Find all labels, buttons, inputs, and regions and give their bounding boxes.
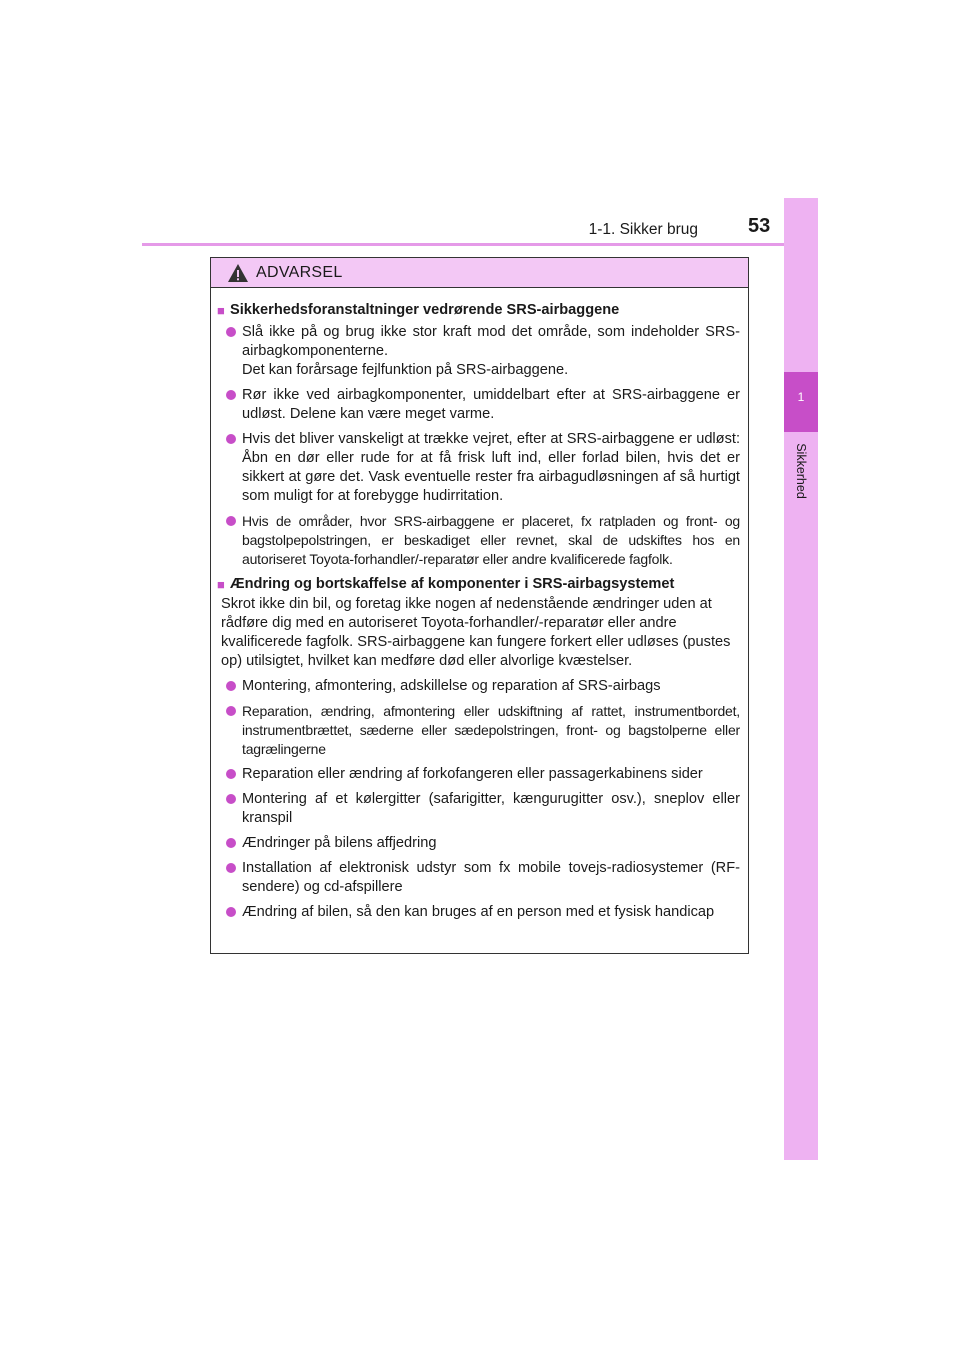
warning-title: ADVARSEL (256, 263, 343, 281)
list-item (226, 765, 740, 784)
warning-box (210, 257, 749, 954)
bullet-dot-icon (226, 434, 236, 444)
list-item-text: Montering, afmontering, adskillelse og reparation af SRS-airbags (242, 678, 661, 694)
chapter-label-text: Sikkerhed (794, 443, 808, 499)
list-item (226, 677, 740, 696)
list-item-text: Installation af elektronisk udstyr som fx mobile tovejs-radiosystemer (RF-sendere) og cd-afspillere (242, 860, 740, 895)
bullet-dot-icon (226, 681, 236, 691)
list-item (226, 834, 740, 853)
section-intro: Skrot ikke din bil, og foretag ikke nogen af nedenstående ændringer uden at rådføre dig med en autoriseret Toyota-forhandler/-reparatør eller andre kvalificerede fagfolk. SRS-airbaggene kan fungere forkert eller udløses (pustes op) utilsigtet, hvilket kan medføre død eller alvorlige kvæstelser. (221, 596, 731, 669)
list-item-text: Reparation eller ændring af forkofangeren eller passagerkabinens sider (242, 766, 703, 782)
list-item (226, 859, 740, 897)
warning-section (217, 301, 740, 569)
section-heading (217, 301, 740, 320)
bullet-dot-icon (226, 769, 236, 779)
list-item (226, 790, 740, 828)
bullet-dot-icon (226, 907, 236, 917)
list-item (226, 702, 740, 759)
warning-body (211, 288, 748, 922)
section-heading-text: Ændring og bortskaffelse af komponenter i SRS-airbagsystemet (230, 576, 675, 592)
list-item-text: Det kan forårsage fejlfunktion på SRS-airbaggene. (242, 362, 569, 378)
list-item-text: Rør ikke ved airbagkomponenter, umiddelbart efter at SRS-airbaggene er udløst. Delene kan være meget varme. (242, 387, 740, 422)
bullet-dot-icon (226, 838, 236, 848)
section-heading-text: Sikkerhedsforanstaltninger vedrørende SRS-airbaggene (230, 302, 620, 318)
chapter-number: 1 (797, 390, 805, 404)
list-item-text: Montering af et kølergitter (safarigitter, kængurugitter osv.), sneplov eller kranspil (242, 791, 740, 826)
square-bullet-icon: ■ (217, 303, 225, 318)
bullet-dot-icon (226, 794, 236, 804)
bullet-dot-icon (226, 390, 236, 400)
list-item (226, 512, 740, 569)
warning-header (211, 258, 748, 288)
chapter-side-tab[interactable] (784, 198, 818, 1160)
list-item-text: Hvis de områder, hvor SRS-airbaggene er placeret, fx ratpladen og front- og bagstolpepolstringen, er beskadiget eller revnet, skal de udskiftes hos en autoriseret Toyota-forhandler/-reparatør eller andre kvalificerede fagfolk. (242, 513, 740, 567)
list-item-text: Hvis det bliver vanskeligt at trække vejret, efter at SRS-airbaggene er udløst: Åbn en dør eller rude for at få frisk luft ind, eller forlad bilen, hvis det er sikkert at gøre det. Vask eventuelle rester fra airbagudløsningen af så hurtigt som muligt for at forebygge hudirritation. (242, 431, 740, 504)
list-item-text: Ændring af bilen, så den kan bruges af en person med et fysisk handicap (242, 904, 715, 920)
square-bullet-icon: ■ (217, 577, 225, 592)
list-item (226, 430, 740, 506)
bullet-dot-icon (226, 516, 236, 526)
header-rule (142, 243, 818, 246)
bullet-dot-icon (226, 863, 236, 873)
bullet-dot-icon (226, 327, 236, 337)
warning-section (217, 575, 740, 922)
warning-triangle-icon (227, 263, 249, 283)
list-item-text: Ændringer på bilens affjedring (242, 835, 437, 851)
list-item (226, 903, 740, 922)
list-item-text: Slå ikke på og brug ikke stor kraft mod det område, som indeholder SRS-airbagkomponenterne. (242, 324, 740, 359)
section-breadcrumb: 1-1. Sikker brug (588, 221, 698, 238)
chapter-label (784, 436, 818, 506)
list-item-text: Reparation, ændring, afmontering eller udskiftning af rattet, instrumentbordet, instrumentbrættet, sæderne eller sædepolstringen, front- og bagstolperne eller tagrælingerne (242, 703, 740, 757)
list-item (226, 323, 740, 380)
section-heading (217, 575, 740, 594)
bullet-dot-icon (226, 706, 236, 716)
page-number: 53 (748, 215, 771, 237)
list-item (226, 386, 740, 424)
